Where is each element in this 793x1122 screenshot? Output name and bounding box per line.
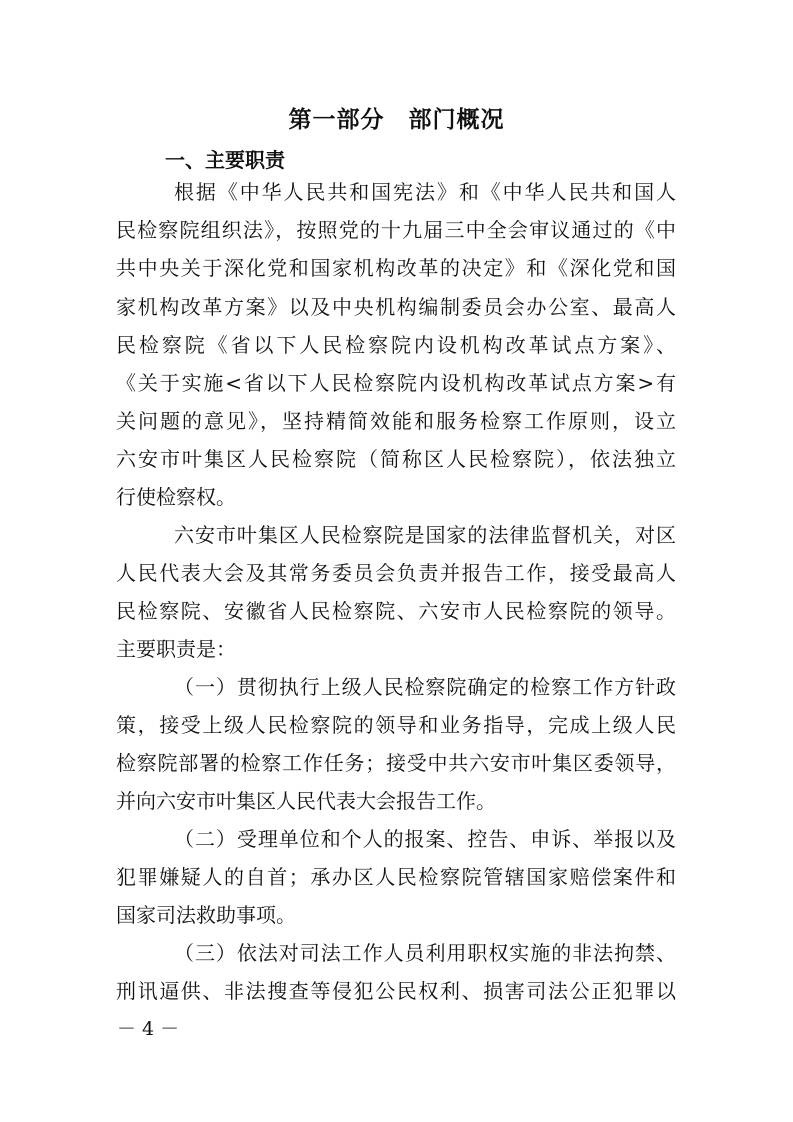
paragraph-line: 根据《中华人民共和国宪法》和《中华人民共和国人: [174, 180, 676, 204]
paragraph-line: 家机构改革方案》以及中央机构编制委员会办公室、最高人: [116, 295, 676, 319]
paragraph-line: 刑讯逼供、非法搜查等侵犯公民权利、损害司法公正犯罪以: [116, 979, 676, 1003]
paragraph-line: 关问题的意见》，坚持精简效能和服务检察工作原则，设立: [116, 409, 676, 433]
paragraph-line: 犯罪嫌疑人的自首；承办区人民检察院管辖国家赔偿案件和: [116, 865, 676, 889]
paragraph-line: （二）受理单位和个人的报案、控告、申诉、举报以及: [174, 827, 676, 851]
page-title: 第一部分 部门概况: [288, 107, 505, 133]
paragraph-line: （三）依法对司法工作人员利用职权实施的非法拘禁、: [174, 941, 676, 965]
paragraph-line: 民检察院《省以下人民检察院内设机构改革试点方案》、: [116, 333, 676, 357]
paragraph-line: 六安市叶集区人民检察院（简称区人民检察院），依法独立: [116, 447, 676, 471]
paragraph-line: 主要职责是：: [116, 637, 236, 661]
page-number: － 4 －: [117, 1018, 180, 1040]
paragraph-line: 并向六安市叶集区人民代表大会报告工作。: [116, 789, 496, 813]
paragraph-line: 民检察院、安徽省人民检察院、六安市人民检察院的领导。: [116, 599, 676, 623]
paragraph-line: 检察院部署的检察工作任务；接受中共六安市叶集区委领导，: [116, 751, 676, 775]
paragraph-line: 人民代表大会及其常务委员会负责并报告工作，接受最高人: [116, 561, 676, 585]
section-heading: 一、主要职责: [165, 148, 285, 172]
paragraph-line: 六安市叶集区人民检察院是国家的法律监督机关，对区: [174, 523, 676, 547]
paragraph-line: 策，接受上级人民检察院的领导和业务指导，完成上级人民: [116, 713, 676, 737]
paragraph-line: 行使检察权。: [116, 485, 236, 509]
paragraph-line: 《关于实施<省以下人民检察院内设机构改革试点方案>有: [116, 371, 676, 395]
paragraph-line: 共中央关于深化党和国家机构改革的决定》和《深化党和国: [116, 256, 676, 280]
paragraph-line: （一）贯彻执行上级人民检察院确定的检察工作方针政: [174, 675, 676, 699]
paragraph-line: 国家司法救助事项。: [116, 903, 296, 927]
paragraph-line: 民检察院组织法》，按照党的十九届三中全会审议通过的《中: [116, 218, 676, 242]
